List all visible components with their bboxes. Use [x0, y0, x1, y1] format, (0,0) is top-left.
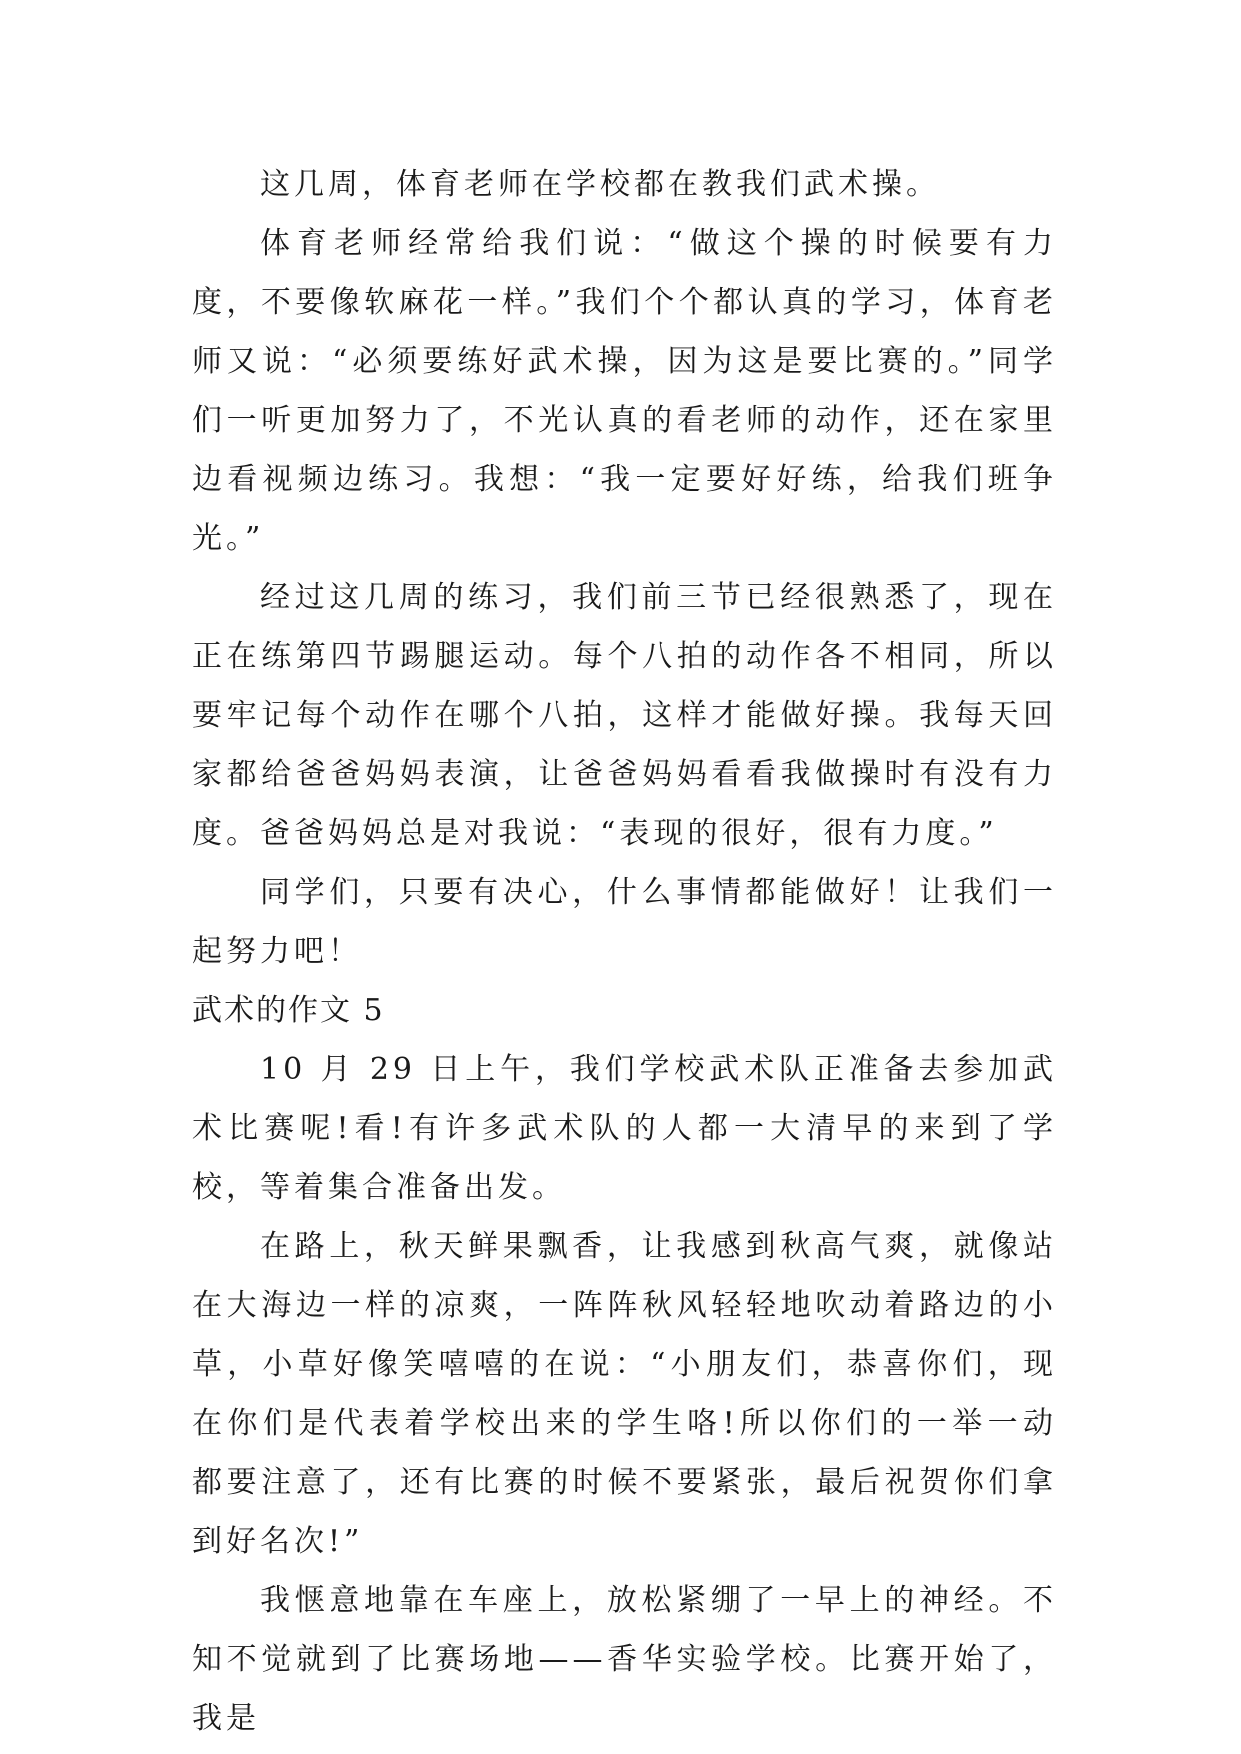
document-body — [192, 155, 1057, 1748]
paragraph: 这几周，体育老师在学校都在教我们武术操。 — [260, 167, 940, 202]
paragraph: 同学们，只要有决心，什么事情都能做好！让我们一起努力吧！ — [192, 875, 1057, 969]
paragraph: 经过这几周的练习，我们前三节已经很熟悉了，现在正在练第四节踢腿运动。每个八拍的动作各不相同，所以要牢记每个动作在哪个八拍，这样才能做好操。我每天回家都给爸爸妈妈表演，让爸爸妈妈看看我做操时有没有力度。爸爸妈妈总是对我说：“表现的很好，很有力度。” — [192, 580, 1057, 851]
paragraph: 在路上，秋天鲜果飘香，让我感到秋高气爽，就像站在大海边一样的凉爽，一阵阵秋风轻轻地吹动着路边的小草，小草好像笑嘻嘻的在说：“小朋友们，恭喜你们，现在你们是代表着学校出来的学生咯!所以你们的一举一动都要注意了，还有比赛的时候不要紧张，最后祝贺你们拿到好名次!” — [192, 1229, 1057, 1559]
paragraph: 我惬意地靠在车座上，放松紧绷了一早上的神经。不知不觉就到了比赛场地——香华实验学校。比赛开始了，我是 — [192, 1583, 1057, 1736]
section-heading: 武术的作文 5 — [192, 993, 385, 1028]
paragraph: 体育老师经常给我们说：“做这个操的时候要有力度，不要像软麻花一样。”我们个个都认真的学习，体育老师又说：“必须要练好武术操，因为这是要比赛的。”同学们一听更加努力了，不光认真的看老师的动作，还在家里边看视频边练习。我想：“我一定要好好练，给我们班争光。” — [192, 226, 1057, 556]
paragraph: 10 月 29 日上午，我们学校武术队正准备去参加武术比赛呢!看!有许多武术队的人都一大清早的来到了学校，等着集合准备出发。 — [192, 1052, 1057, 1205]
